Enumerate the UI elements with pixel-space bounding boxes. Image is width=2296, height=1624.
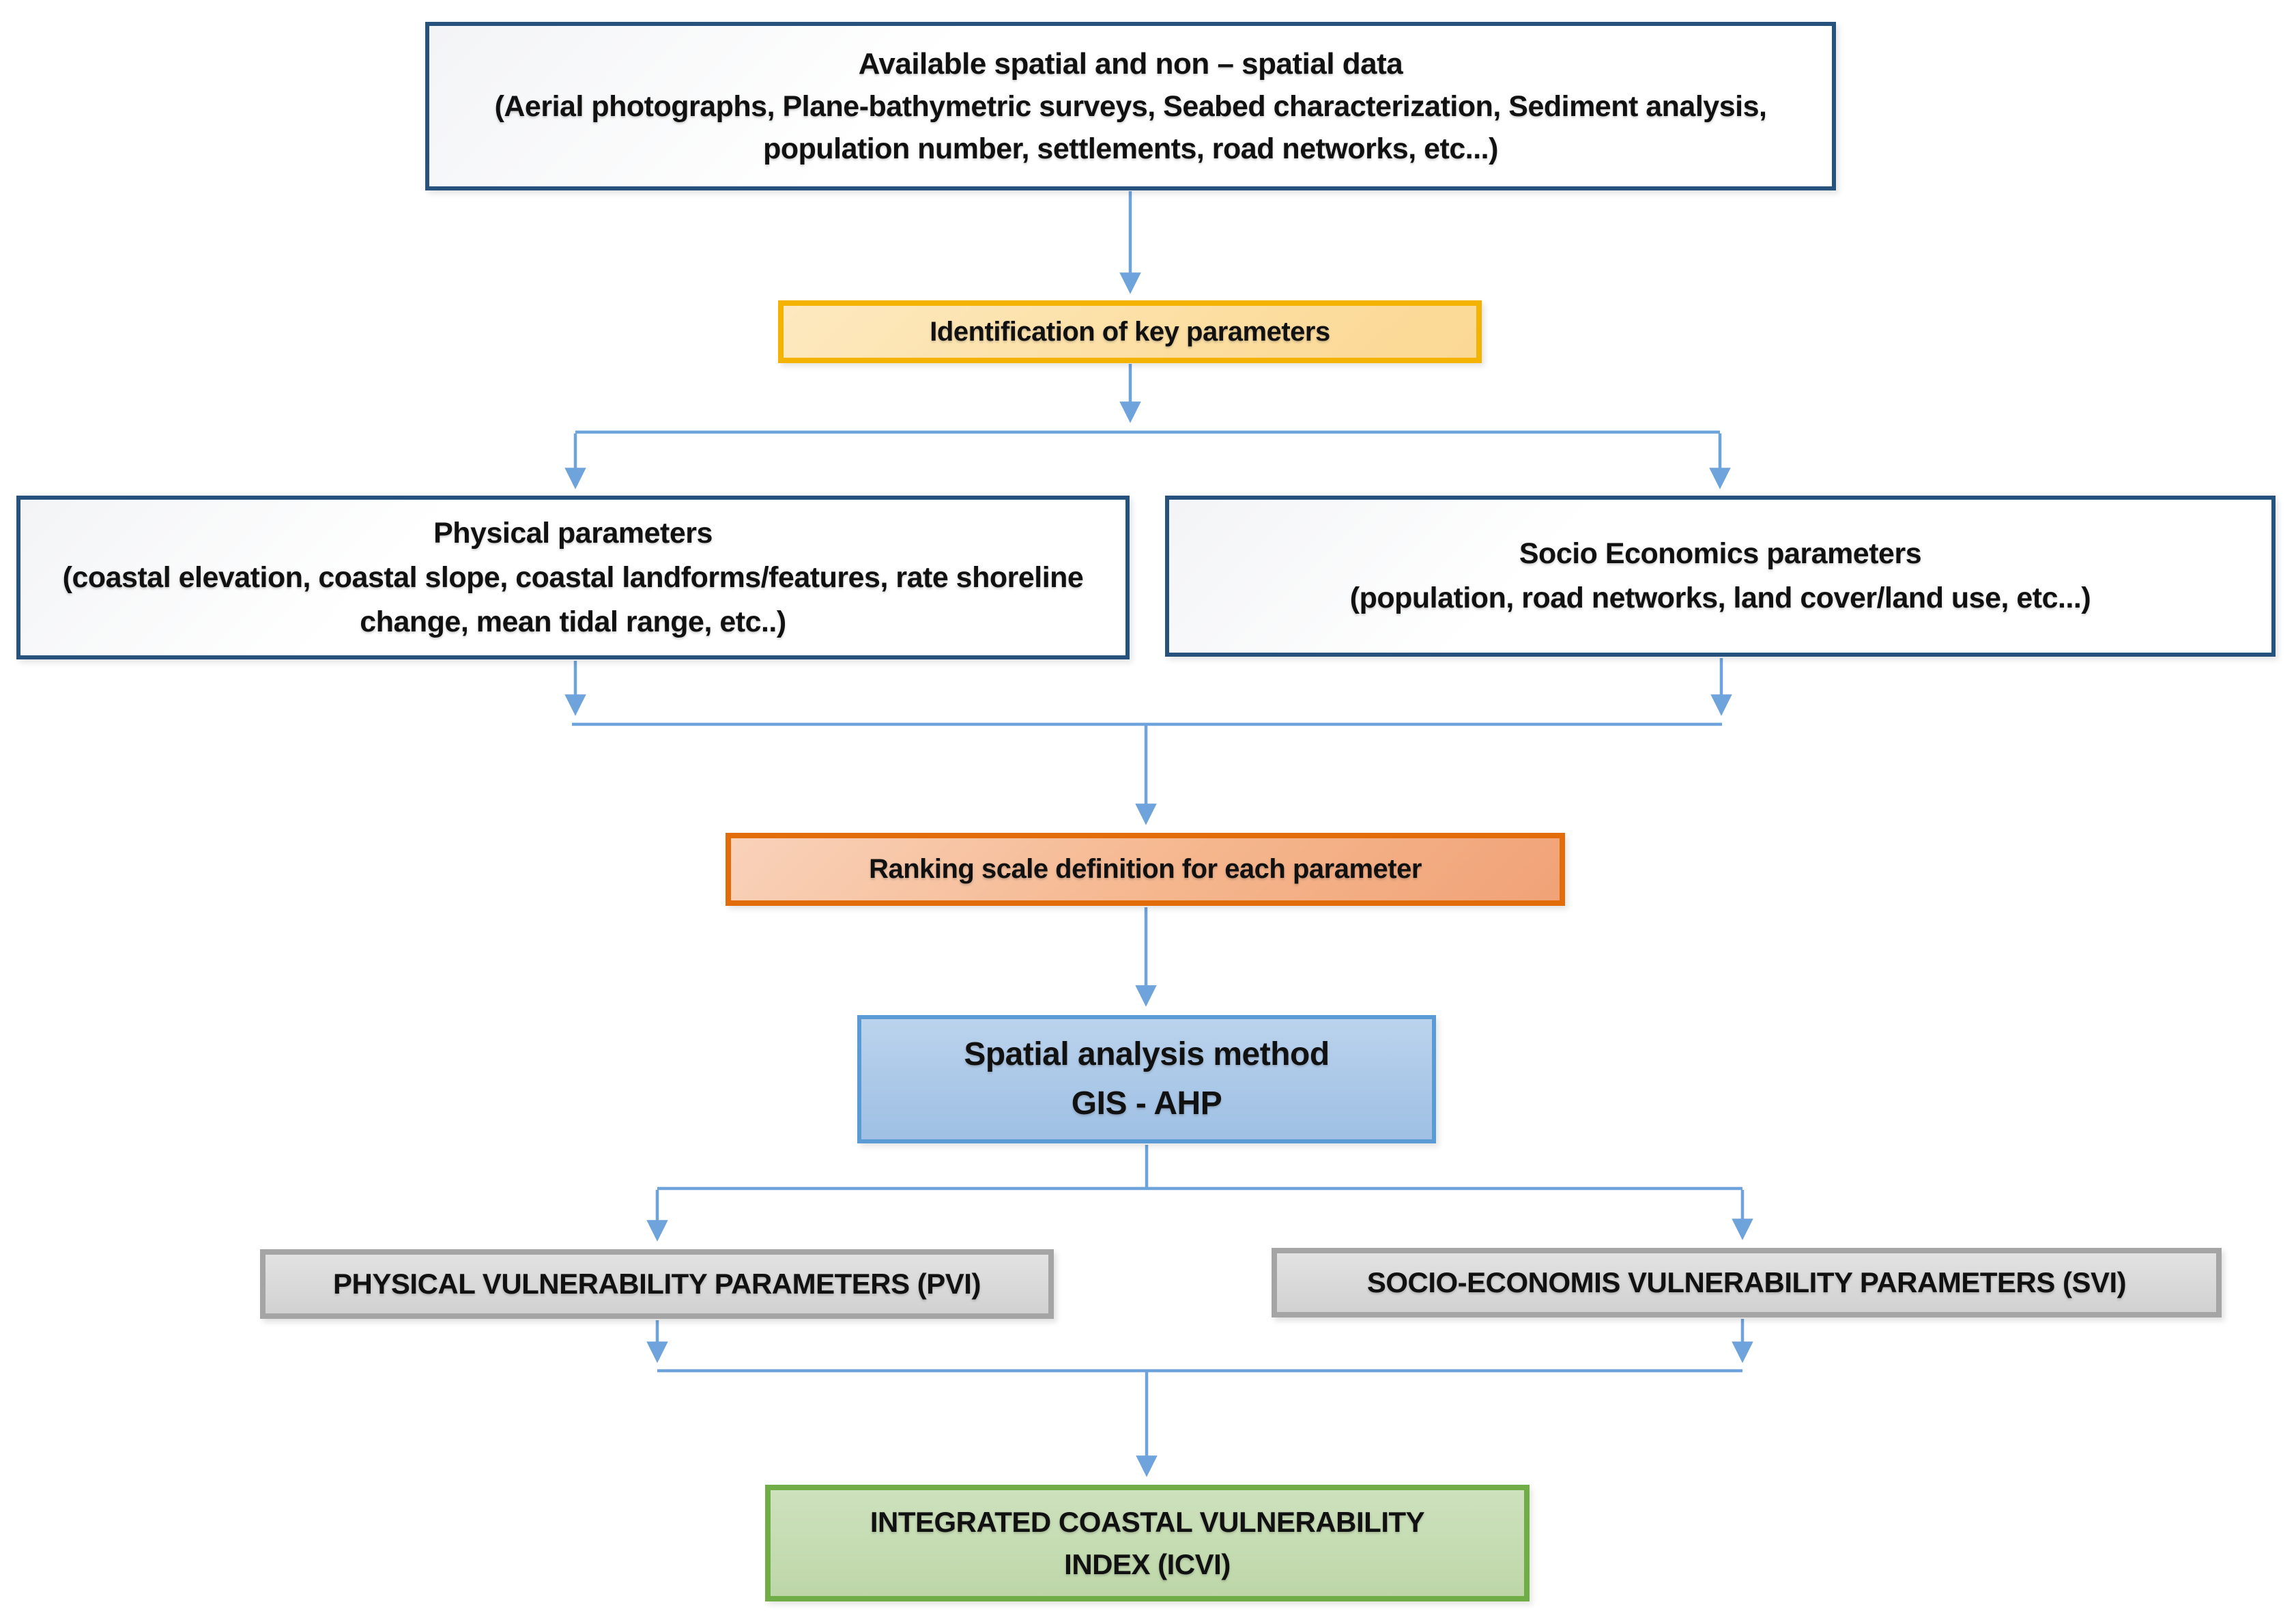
node-available-data — [425, 22, 1836, 190]
node-ranking-scale — [726, 833, 1565, 906]
svi-label: SOCIO-ECONOMIS VULNERABILITY PARAMETERS (SVI) — [1366, 1266, 2127, 1298]
socio-title: Socio Economics parameters — [1519, 537, 1922, 570]
node-svi — [1272, 1248, 2222, 1317]
node-identification-key-parameters — [778, 300, 1482, 363]
pvi-label: PHYSICAL VULNERABILITY PARAMETERS (PVI) — [333, 1268, 981, 1300]
physical-title: Physical parameters — [433, 516, 713, 550]
node-icvi — [765, 1485, 1530, 1601]
node-spatial-analysis-method — [857, 1015, 1436, 1143]
node-socio-economics-parameters — [1165, 496, 2276, 657]
spatial-line2: GIS - AHP — [1071, 1085, 1222, 1122]
node-physical-parameters — [16, 496, 1130, 659]
node-pvi — [260, 1249, 1054, 1319]
icvi-line1: INTEGRATED COASTAL VULNERABILITY — [870, 1505, 1425, 1538]
identification-label: Identification of key parameters — [930, 316, 1330, 347]
icvi-line2: INDEX (ICVI) — [1064, 1548, 1231, 1580]
ranking-label: Ranking scale definition for each parameter — [869, 854, 1422, 884]
physical-subtitle: (coastal elevation, coastal slope, coastal landforms/features, rate shoreline change, mean tidal range, etc..) — [62, 560, 1084, 638]
socio-subtitle: (population, road networks, land cover/land use, etc...) — [1349, 582, 2091, 614]
available-data-title: Available spatial and non – spatial data — [858, 46, 1403, 81]
available-data-subtitle: (Aerial photographs, Plane-bathymetric surveys, Seabed characterization, Sediment analysis, population number, settlements, road networks, etc...) — [494, 89, 1767, 165]
spatial-line1: Spatial analysis method — [964, 1036, 1330, 1072]
